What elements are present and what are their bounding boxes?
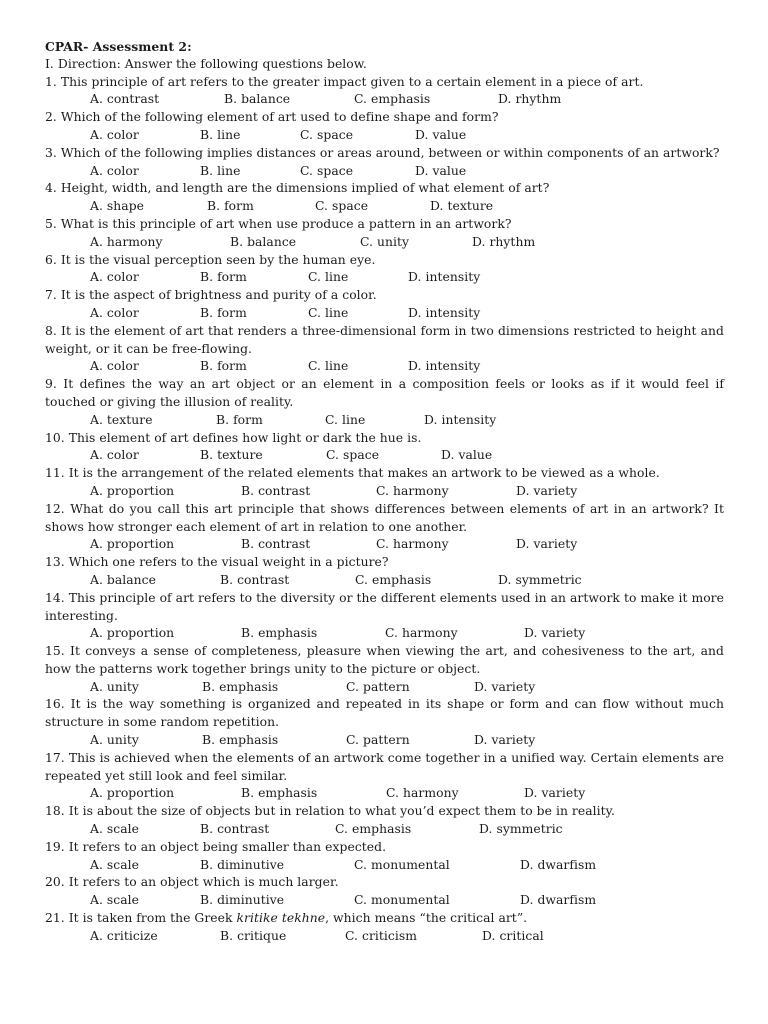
choice-row — [45, 305, 724, 323]
answer-choice[interactable]: B. contrast — [200, 822, 270, 837]
question-text: 13. Which one refers to the visual weight in a picture? — [45, 555, 389, 570]
answer-choice[interactable]: D. variety — [524, 626, 586, 641]
question-text: 18. It is about the size of objects but in relation to what you’d expect them to be in reality. — [45, 804, 615, 819]
answer-choice[interactable]: B. balance — [224, 92, 291, 107]
choice-row — [45, 536, 724, 554]
answer-choice[interactable]: D. intensity — [408, 359, 481, 374]
answer-choice[interactable]: D. symmetric — [479, 822, 563, 837]
answer-choice[interactable]: C. pattern — [346, 679, 410, 694]
answer-choice[interactable]: C. harmony — [385, 626, 458, 641]
answer-choice[interactable]: A. harmony — [90, 234, 163, 249]
answer-choice[interactable]: D. value — [441, 448, 493, 463]
answer-choice[interactable]: B. form — [200, 359, 247, 374]
answer-choice[interactable]: C. harmony — [376, 537, 449, 552]
question-text: 20. It refers to an object which is much larger. — [45, 875, 339, 890]
choice-row — [45, 857, 724, 875]
choice-row — [45, 127, 724, 145]
answer-choice[interactable]: D. dwarfism — [520, 857, 597, 872]
answer-choice[interactable]: D. value — [415, 127, 467, 142]
question-item — [45, 750, 724, 803]
answer-choice[interactable]: D. value — [415, 163, 467, 178]
answer-choice[interactable]: C. space — [326, 448, 380, 463]
question-text-part: 21. It is taken from the Greek — [45, 911, 237, 926]
question-item — [45, 465, 724, 501]
answer-choice[interactable]: D. critical — [482, 928, 544, 943]
question-text: 5. What is this principle of art when use produce a pattern in an artwork? — [45, 216, 512, 231]
answer-choice[interactable]: A. criticize — [90, 928, 158, 943]
question-item — [45, 109, 724, 145]
question-text: 16. It is the way something is organized and repeated in its shape or form and can flow without much structure in some random repetition. — [45, 697, 724, 730]
question-item — [45, 803, 724, 839]
question-item — [45, 910, 724, 946]
question-item — [45, 287, 724, 323]
question-text: 1. This principle of art refers to the greater impact given to a certain element in a piece of art. — [45, 74, 644, 89]
question-list — [45, 74, 724, 946]
question-item — [45, 180, 724, 216]
question-item — [45, 839, 724, 875]
answer-choice[interactable]: D. intensity — [424, 412, 497, 427]
answer-choice[interactable]: D. intensity — [408, 305, 481, 320]
choice-row — [45, 679, 724, 697]
answer-choice[interactable]: C. line — [308, 305, 349, 320]
answer-choice[interactable]: D. variety — [524, 786, 586, 801]
choice-row — [45, 163, 724, 181]
answer-choice[interactable]: A. proportion — [90, 786, 175, 801]
question-text: 19. It refers to an object being smaller than expected. — [45, 839, 387, 854]
choice-row — [45, 412, 724, 430]
answer-choice[interactable]: D. texture — [430, 199, 494, 214]
answer-choice[interactable]: B. emphasis — [241, 786, 318, 801]
answer-choice[interactable]: B. critique — [220, 928, 287, 943]
answer-choice[interactable]: C. monumental — [354, 893, 450, 908]
answer-choice[interactable]: A. unity — [90, 679, 139, 694]
answer-choice[interactable]: B. form — [216, 412, 263, 427]
question-text-italic: kritike tekhne — [236, 911, 326, 926]
answer-choice[interactable]: C. space — [315, 199, 369, 214]
question-item — [45, 145, 724, 181]
answer-choice[interactable]: C. line — [308, 359, 349, 374]
question-item — [45, 216, 724, 252]
question-item — [45, 643, 724, 696]
answer-choice[interactable]: C. space — [300, 127, 354, 142]
answer-choice[interactable]: B. form — [200, 270, 247, 285]
answer-choice[interactable]: D. dwarfism — [520, 893, 597, 908]
choice-row — [45, 928, 724, 946]
answer-choice[interactable]: B. diminutive — [200, 857, 285, 872]
question-text: 11. It is the arrangement of the related elements that makes an artwork to be viewed as a whole. — [45, 466, 660, 481]
answer-choice[interactable]: B. emphasis — [202, 679, 279, 694]
answer-choice[interactable]: B. line — [200, 163, 241, 178]
choice-row — [45, 447, 724, 465]
question-item — [45, 323, 724, 376]
choice-row — [45, 91, 724, 109]
answer-choice[interactable]: B. texture — [200, 448, 263, 463]
answer-choice[interactable]: A. proportion — [90, 537, 175, 552]
choice-row — [45, 785, 724, 803]
answer-choice[interactable]: C. pattern — [346, 733, 410, 748]
answer-choice[interactable]: C. criticism — [345, 928, 418, 943]
question-item — [45, 252, 724, 288]
answer-choice[interactable]: C. emphasis — [335, 822, 412, 837]
answer-choice[interactable]: C. line — [308, 270, 349, 285]
answer-choice[interactable]: D. variety — [516, 483, 578, 498]
question-item — [45, 590, 724, 643]
answer-choice[interactable]: A. proportion — [90, 626, 175, 641]
answer-choice[interactable]: A. color — [90, 127, 139, 142]
answer-choice[interactable]: D. rhythm — [472, 234, 536, 249]
choice-row — [45, 358, 724, 376]
answer-choice[interactable]: B. contrast — [220, 572, 290, 587]
question-text: 8. It is the element of art that renders a three-dimensional form in two dimensions restricted to height and weight, or it can be free-flowing. — [45, 323, 724, 356]
question-item — [45, 696, 724, 749]
question-item — [45, 74, 724, 110]
question-text: 17. This is achieved when the elements of an artwork come together in a unified way. Certain elements are repeated yet still look and feel similar. — [45, 750, 724, 783]
question-text: 12. What do you call this art principle that shows differences between elements of art in an artwork? It shows how stronger each element of art in relation to one another. — [45, 501, 724, 534]
answer-choice[interactable]: A. balance — [90, 572, 156, 587]
answer-choice[interactable]: A. color — [90, 305, 139, 320]
question-item — [45, 874, 724, 910]
answer-choice[interactable]: B. diminutive — [200, 893, 285, 908]
question-text: 4. Height, width, and length are the dimensions implied of what element of art? — [45, 181, 550, 196]
answer-choice[interactable]: C. space — [300, 163, 354, 178]
question-text: 14. This principle of art refers to the diversity or the different elements used in an artwork to make it more interesting. — [45, 590, 724, 623]
choice-row — [45, 821, 724, 839]
choice-row — [45, 198, 724, 216]
choice-row — [45, 269, 724, 287]
answer-choice[interactable]: A. color — [90, 359, 139, 374]
choice-row — [45, 572, 724, 590]
answer-choice[interactable]: A. texture — [90, 412, 153, 427]
answer-choice[interactable]: A. color — [90, 163, 139, 178]
answer-choice[interactable]: A. scale — [90, 893, 140, 908]
direction-text: I. Direction: Answer the following questions below. — [45, 56, 367, 71]
question-text — [45, 910, 724, 928]
question-text: 6. It is the visual perception seen by the human eye. — [45, 252, 376, 267]
question-text: 7. It is the aspect of brightness and purity of a color. — [45, 288, 377, 303]
answer-choice[interactable]: C. monumental — [354, 857, 450, 872]
answer-choice[interactable]: B. form — [200, 305, 247, 320]
choice-row — [45, 625, 724, 643]
answer-choice[interactable]: C. emphasis — [355, 572, 432, 587]
answer-choice[interactable]: A. color — [90, 270, 139, 285]
question-item — [45, 430, 724, 466]
answer-choice[interactable]: C. harmony — [386, 786, 459, 801]
question-text: 2. Which of the following element of art used to define shape and form? — [45, 110, 499, 125]
answer-choice[interactable]: A. color — [90, 448, 139, 463]
answer-choice[interactable]: A. scale — [90, 822, 140, 837]
answer-choice[interactable]: D. symmetric — [498, 572, 582, 587]
answer-choice[interactable]: C. harmony — [376, 483, 449, 498]
choice-row — [45, 892, 724, 910]
answer-choice[interactable]: C. unity — [360, 234, 410, 249]
answer-choice[interactable]: A. unity — [90, 733, 139, 748]
answer-choice[interactable]: D. variety — [516, 537, 578, 552]
answer-choice[interactable]: D. variety — [474, 679, 536, 694]
answer-choice[interactable]: C. line — [325, 412, 366, 427]
answer-choice[interactable]: A. proportion — [90, 483, 175, 498]
answer-choice[interactable]: B. emphasis — [202, 733, 279, 748]
answer-choice[interactable]: D. rhythm — [498, 92, 562, 107]
answer-choice[interactable]: B. line — [200, 127, 241, 142]
question-item — [45, 501, 724, 554]
answer-choice[interactable]: B. contrast — [241, 537, 311, 552]
answer-choice[interactable]: A. contrast — [90, 92, 160, 107]
answer-choice[interactable]: B. contrast — [241, 483, 311, 498]
assessment-title: CPAR- Assessment 2: — [45, 39, 192, 54]
answer-choice[interactable]: B. balance — [230, 234, 297, 249]
question-item — [45, 554, 724, 590]
choice-row — [45, 483, 724, 501]
question-text-part: , which means “the critical art”. — [325, 911, 528, 926]
answer-choice[interactable]: B. form — [207, 199, 254, 214]
answer-choice[interactable]: A. shape — [90, 199, 145, 214]
answer-choice[interactable]: D. variety — [474, 733, 536, 748]
question-text: 10. This element of art defines how light or dark the hue is. — [45, 430, 422, 445]
question-text: 9. It defines the way an art object or an element in a composition feels or looks as if it would feel if touched or giving the illusion of reality. — [45, 377, 724, 409]
choice-row — [45, 234, 724, 252]
question-text: 15. It conveys a sense of completeness, pleasure when viewing the art, and cohesiveness to the art, and how the patterns work together brings unity to the picture or object. — [45, 644, 724, 676]
answer-choice[interactable]: D. intensity — [408, 270, 481, 285]
question-item — [45, 376, 724, 429]
answer-choice[interactable]: C. emphasis — [354, 92, 431, 107]
answer-choice[interactable]: A. scale — [90, 857, 140, 872]
answer-choice[interactable]: B. emphasis — [241, 626, 318, 641]
question-text: 3. Which of the following implies distances or areas around, between or within components of an artwork? — [45, 145, 720, 160]
choice-row — [45, 732, 724, 750]
